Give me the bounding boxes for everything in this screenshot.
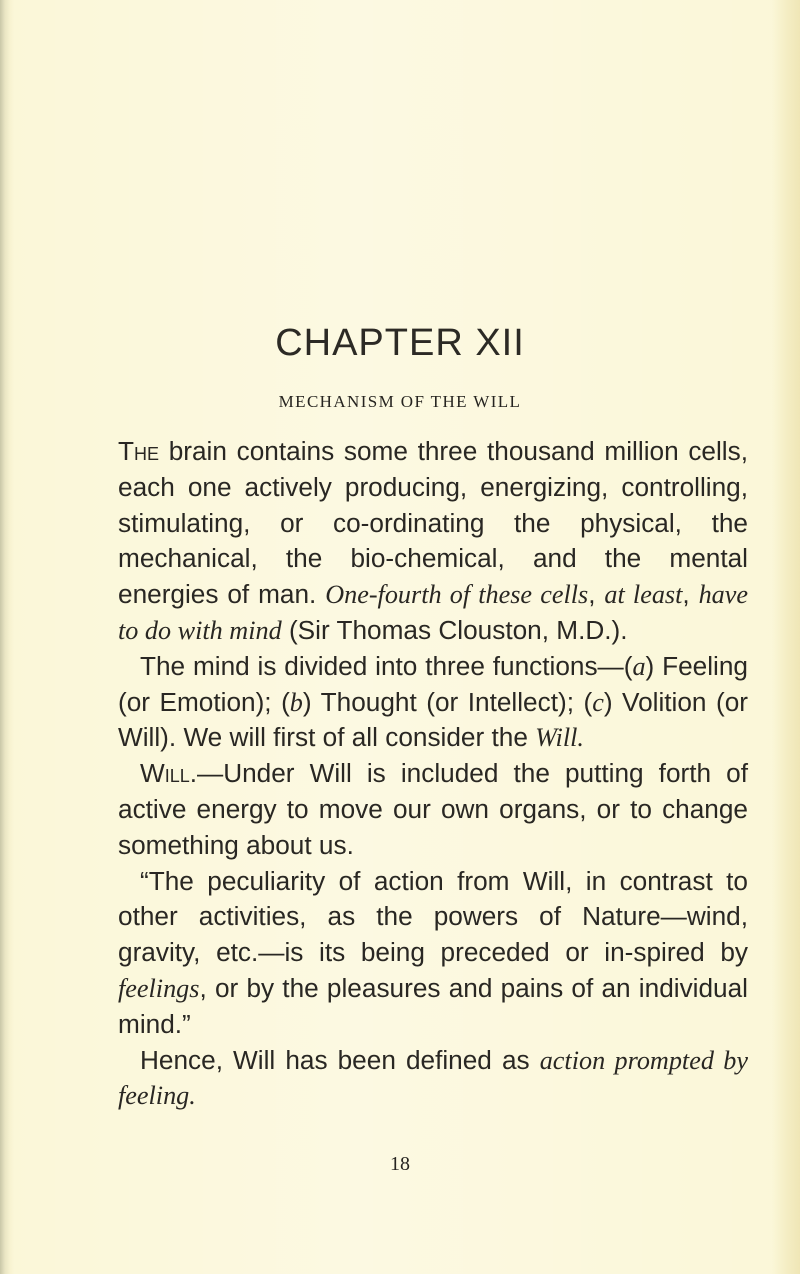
paragraph-5-text: Hence, Will has been defined as (140, 1044, 540, 1075)
paragraph-3 (118, 756, 748, 863)
paragraph-5-italic: action prompted by feeling. (118, 1045, 748, 1111)
chapter-heading: CHAPTER XII (275, 322, 525, 364)
paragraph-2-text-3: ) Thought (or Intellect); ( (302, 686, 593, 717)
paragraph-1 (118, 434, 748, 649)
paragraph-4-text-2: , or by the pleasures and pains of an individual mind.” (118, 972, 748, 1039)
paragraph-4-italic: feelings (118, 973, 200, 1003)
paragraph-2-letter-b: b (289, 687, 303, 717)
paragraph-1-italic-2: at least (604, 580, 683, 610)
paragraph-1-comma-2: , (682, 579, 699, 610)
paragraph-1-italic-3: have to do with mind (118, 580, 748, 645)
paragraph-1-tail: (Sir Thomas Clouston, M.D.). (281, 614, 628, 645)
paragraph-2 (118, 649, 748, 756)
paragraph-3-lead: Will. (140, 758, 198, 789)
paragraph-3-text: —Under Will is included the putting forth of active energy to move our own organs, or to change something about us. (118, 758, 748, 860)
paragraph-2-letter-a: a (632, 651, 646, 681)
chapter-subheading: MECHANISM OF THE WILL (278, 392, 522, 411)
paragraph-1-italic-1: One-fourth of these cells (325, 580, 589, 610)
chapter-body (118, 434, 748, 1114)
paragraph-1-text: brain contains some three thousand million cells, each one actively producing, energizing, controlling, stimulating, or co-ordinating the physical, the mechanical, the bio-chemical, and the mental energies of man. (118, 436, 748, 610)
page-number: 18 (390, 1153, 410, 1175)
paragraph-1-comma-1: , (588, 579, 605, 610)
paragraph-1-lead: The (118, 436, 160, 466)
paragraph-4-text-1: “The peculiarity of action from Will, in contrast to other activities, as the powers of Nature—wind, gravity, etc.—is its being preceded or in-spired by (118, 865, 748, 968)
paragraph-4 (118, 864, 748, 1043)
paragraph-2-text-4: ) Volition (or Will). We will first of all consider the (118, 686, 748, 753)
page-binding-edge (0, 0, 14, 1274)
paragraph-2-letter-c: c (592, 687, 604, 717)
page-outer-edge (772, 0, 800, 1274)
paragraph-2-text-2: ) Feeling (or Emotion); ( (118, 650, 748, 717)
paragraph-2-will-italic: Will. (535, 723, 584, 753)
paragraph-5 (118, 1043, 748, 1115)
paragraph-2-text-1: The mind is divided into three functions—( (140, 650, 633, 681)
